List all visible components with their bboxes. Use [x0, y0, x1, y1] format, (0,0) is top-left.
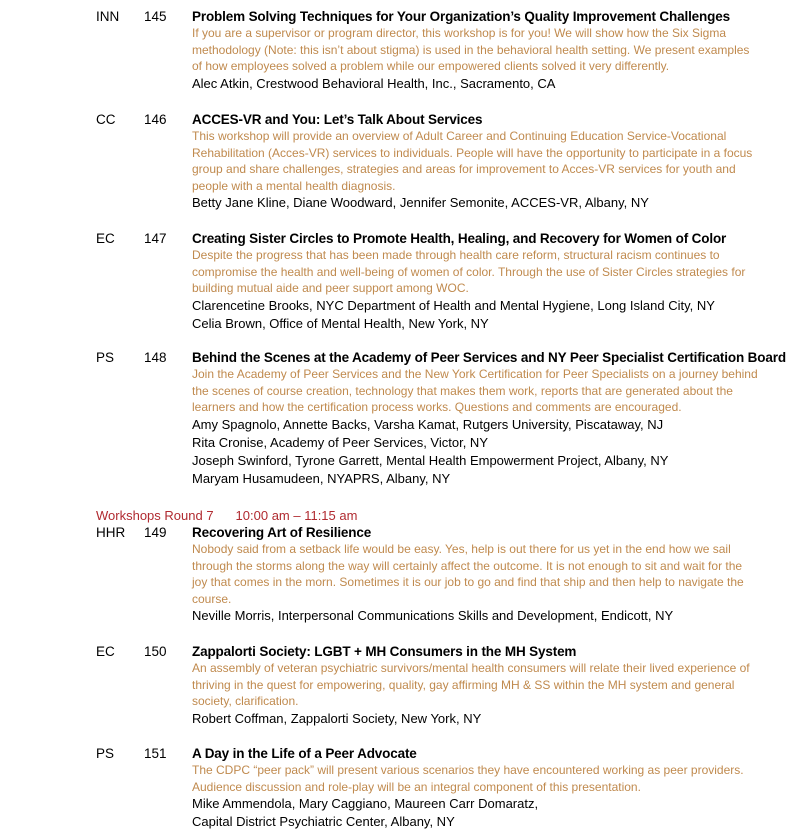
description-line: methodology (Note: this isn’t about stigma) is used in the behavioral health setting. We present examples: [192, 42, 750, 57]
description-line: This workshop will provide an overview of Adult Career and Continuing Education Service-Vocational: [192, 129, 727, 143]
description-line: building mutual aide and peer support among WOC.: [192, 281, 469, 295]
description-line: Join the Academy of Peer Services and the New York Certification for Peer Specialists on a journey behind: [192, 367, 758, 381]
description-line: compromise the health and well-being of women of color. Through the use of Sister Circles strategies for: [192, 264, 746, 279]
workshop-presenters: [192, 416, 792, 488]
description-line: learners and how the certification process works. Questions and comments are encouraged.: [192, 400, 682, 414]
description-line: An assembly of veteran psychiatric survivors/mental health consumers will relate their lived experience of: [192, 661, 750, 675]
round-label: Workshops Round 7: [96, 508, 214, 523]
presenter-line: Mike Ammendola, Mary Caggiano, Maureen Carr Domaratz,: [192, 796, 539, 811]
description-line: Rehabilitation (Acces-VR) services to individuals. People will have the opportunity to participate in a focus: [192, 145, 753, 160]
workshop-presenters: [192, 607, 792, 625]
workshop-description: [192, 660, 792, 710]
presenter-line: Neville Morris, Interpersonal Communications Skills and Development, Endicott, NY: [192, 608, 674, 623]
workshop-body: [192, 643, 792, 728]
workshop-title: Problem Solving Techniques for Your Organization’s Quality Improvement Challenges: [192, 9, 730, 24]
workshop-presenters: [192, 297, 792, 333]
workshop-title: Behind the Scenes at the Academy of Peer Services and NY Peer Specialist Certification Board: [192, 350, 786, 365]
track-code: EC: [96, 644, 115, 659]
presenter-line: Capital District Psychiatric Center, Albany, NY: [192, 814, 455, 829]
workshop-body: [192, 111, 792, 212]
workshop-number: 147: [144, 231, 167, 246]
track-code: HHR: [96, 525, 126, 540]
track-code: PS: [96, 350, 115, 365]
workshop-title: Zappalorti Society: LGBT + MH Consumers in the MH System: [192, 644, 577, 659]
track-code: CC: [96, 112, 116, 127]
workshop-body: [192, 230, 792, 333]
workshop-description: [192, 366, 792, 416]
workshop-body: [192, 349, 792, 488]
presenter-line: Joseph Swinford, Tyrone Garrett, Mental Health Empowerment Project, Albany, NY: [192, 452, 669, 468]
workshop-presenters: [192, 795, 792, 831]
workshop-description: [192, 247, 792, 297]
track-code: INN: [96, 9, 120, 24]
presenter-line: Betty Jane Kline, Diane Woodward, Jennifer Semonite, ACCES-VR, Albany, NY: [192, 195, 649, 210]
presenter-line: Celia Brown, Office of Mental Health, New York, NY: [192, 315, 489, 331]
description-line: group and share challenges, strategies and areas for improvement to Acces-VR services for youth and: [192, 162, 736, 176]
description-line: course.: [192, 591, 232, 606]
workshop-presenters: [192, 194, 792, 212]
description-line: The CDPC “peer pack” will present various scenarios they have encountered working as peer providers.: [192, 763, 744, 777]
workshop-body: [192, 524, 792, 625]
description-line: thriving in the quest for empowering, quality, gay affirming MH & SS within the MH system and general: [192, 677, 735, 692]
description-line: Audience discussion and role-play will be an integral component of this presentation.: [192, 779, 641, 794]
workshop-number: 145: [144, 9, 167, 24]
description-line: the scenes of course creation, technology that makes them work, reports that are generated about the: [192, 383, 733, 398]
presenter-line: Amy Spagnolo, Annette Backs, Varsha Kamat, Rutgers University, Piscataway, NJ: [192, 416, 664, 432]
track-code: EC: [96, 231, 115, 246]
round-heading: [96, 507, 357, 524]
workshop-title: A Day in the Life of a Peer Advocate: [192, 746, 417, 761]
description-line: Despite the progress that has been made through health care reform, structural racism continues to: [192, 248, 720, 262]
workshop-title: Recovering Art of Resilience: [192, 525, 372, 540]
description-line: Nobody said from a setback life would be easy. Yes, help is out there for us yet in the end how we sail: [192, 542, 731, 556]
presenter-line: Rita Cronise, Academy of Peer Services, Victor, NY: [192, 434, 488, 450]
round-time: 10:00 am – 11:15 am: [235, 508, 358, 523]
workshop-presenters: [192, 710, 792, 728]
workshop-body: [192, 745, 792, 831]
workshop-number: 150: [144, 644, 167, 659]
workshop-description: [192, 762, 792, 795]
workshop-description: [192, 128, 792, 194]
description-line: society, clarification.: [192, 694, 299, 708]
description-line: joy that comes in the morn. Sometimes it is our job to go and find that ship and then help to navigate the: [192, 575, 744, 589]
description-line: people with a mental health diagnosis.: [192, 178, 396, 193]
workshop-title: ACCES-VR and You: Let’s Talk About Services: [192, 112, 483, 127]
description-line: of how employees solved a problem while our empowered clients solved it very differently.: [192, 59, 670, 73]
workshop-description: [192, 541, 792, 607]
workshop-number: 151: [144, 746, 167, 761]
workshop-description: [192, 25, 792, 75]
workshop-title: Creating Sister Circles to Promote Health, Healing, and Recovery for Women of Color: [192, 231, 727, 246]
description-line: If you are a supervisor or program director, this workshop is for you! We will show how the Six Sigma: [192, 26, 726, 40]
description-line: through the storms along the way will certainly affect the outcome. It is not enough to sit and wait for the: [192, 558, 743, 573]
workshop-number: 148: [144, 350, 167, 365]
workshop-number: 146: [144, 112, 167, 127]
presenter-line: Robert Coffman, Zappalorti Society, New York, NY: [192, 710, 482, 726]
presenter-line: Maryam Husamudeen, NYAPRS, Albany, NY: [192, 470, 451, 486]
presenter-line: Alec Atkin, Crestwood Behavioral Health, Inc., Sacramento, CA: [192, 75, 556, 91]
workshop-presenters: [192, 75, 792, 93]
workshop-number: 149: [144, 525, 167, 540]
presenter-line: Clarencetine Brooks, NYC Department of Health and Mental Hygiene, Long Island City, NY: [192, 297, 715, 313]
track-code: PS: [96, 746, 115, 761]
workshop-body: [192, 8, 792, 93]
